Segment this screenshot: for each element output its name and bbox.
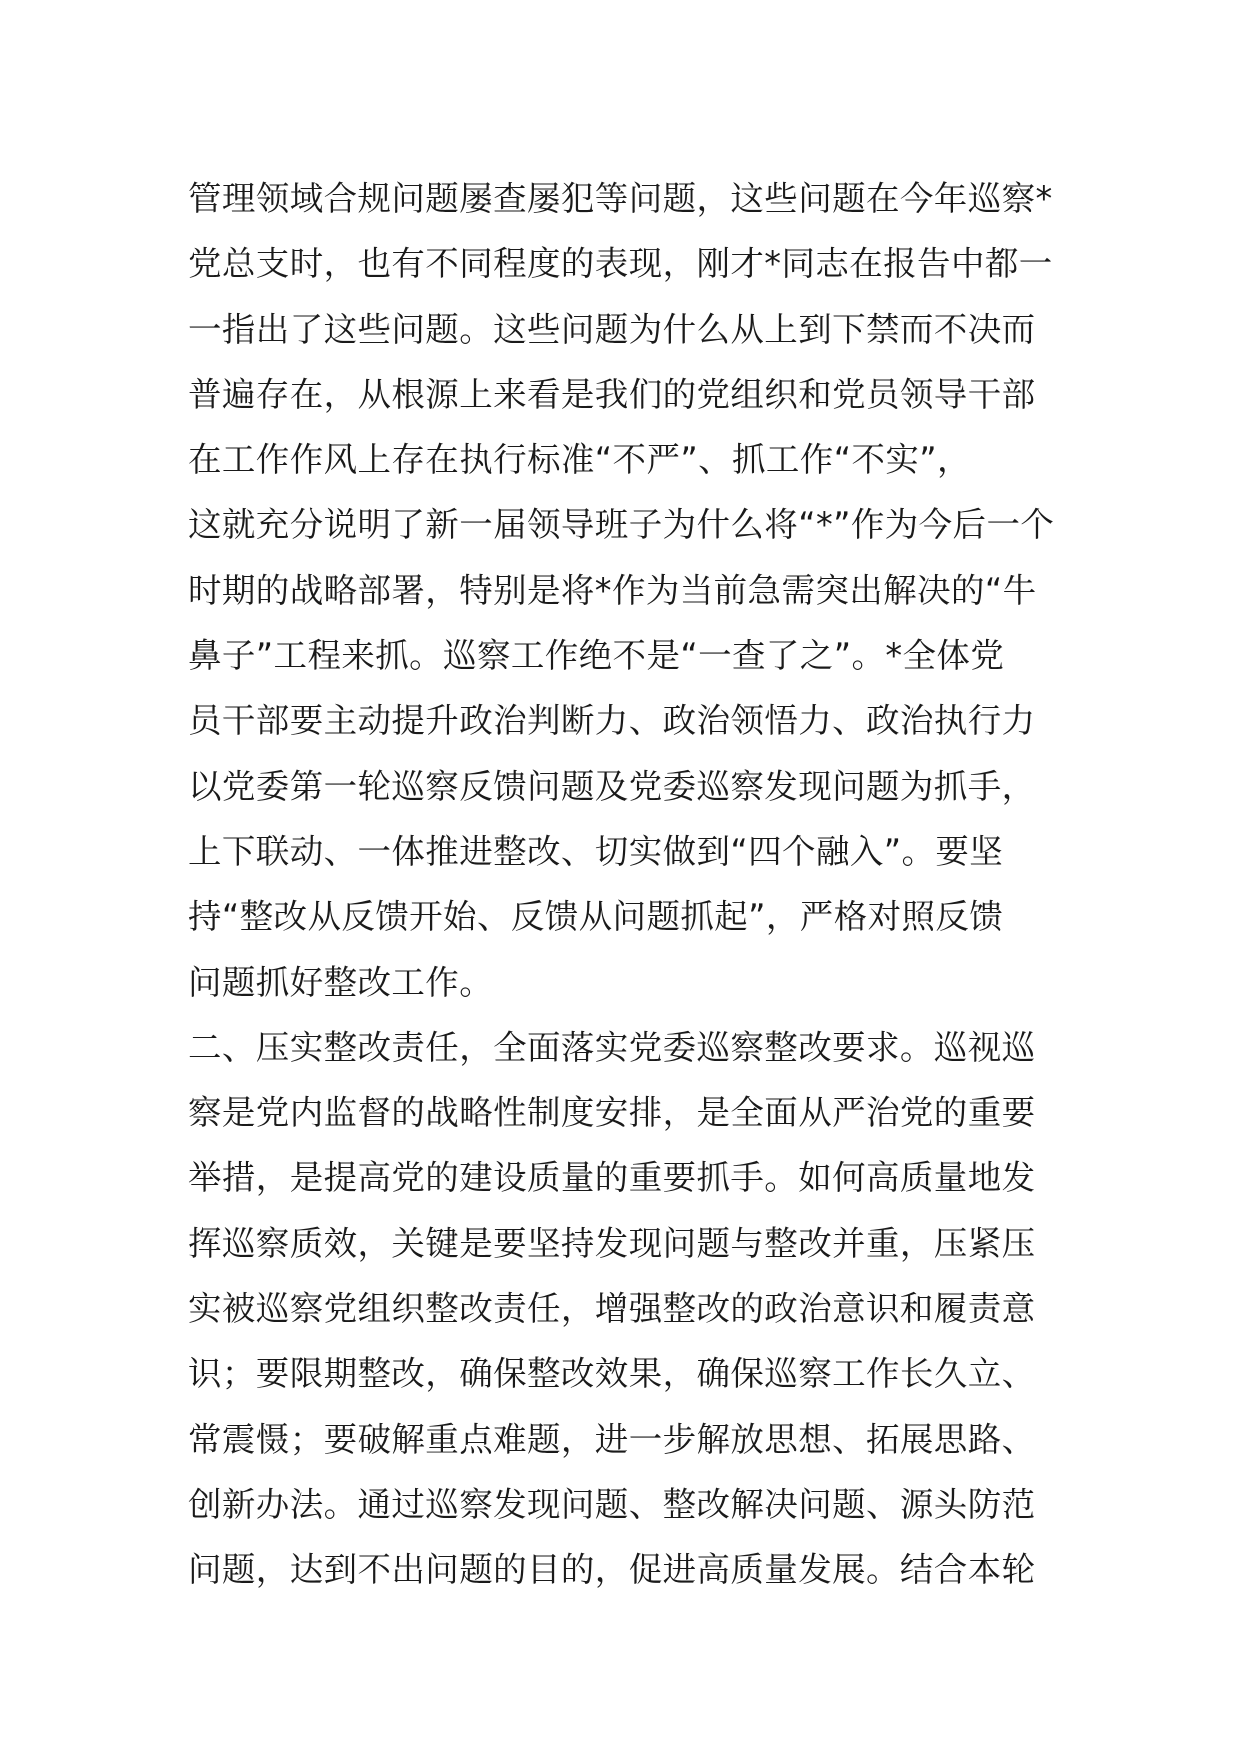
text-line: 察是党内监督的战略性制度安排，是全面从严治党的重要 [188,1093,1036,1133]
text-line: 一指出了这些问题。这些问题为什么从上到下禁而不决而 [188,309,1036,349]
text-line: 上下联动、一体推进整改、切实做到“四个融入”。要坚 [188,831,1004,871]
section-heading-line: 二、压实整改责任，全面落实党委巡察整改要求。巡视巡 [188,1027,1036,1067]
text-line: 员干部要主动提升政治判断力、政治领悟力、政治执行力 [188,701,1036,741]
text-line: 实被巡察党组织整改责任，增强整改的政治意识和履责意 [188,1289,1036,1329]
text-line: 创新办法。通过巡察发现问题、整改解决问题、源头防范 [188,1484,1036,1524]
text-line: 鼻子”工程来抓。巡察工作绝不是“一查了之”。*全体党 [188,636,1005,676]
text-line: 问题抓好整改工作。 [188,962,494,1002]
text-line: 挥巡察质效，关键是要坚持发现问题与整改并重，压紧压 [188,1223,1036,1263]
text-line: 管理领域合规问题屡查屡犯等问题，这些问题在今年巡察* [188,179,1053,218]
text-line: 持“整改从反馈开始、反馈从问题抓起”，严格对照反馈 [188,897,1004,937]
text-line: 以党委第一轮巡察反馈问题及党委巡察发现问题为抓手， [188,766,1036,806]
text-line: 党总支时，也有不同程度的表现，刚才*同志在报告中都一 [188,244,1053,284]
text-line: 这就充分说明了新一届领导班子为什么将“*”作为今后一个 [188,505,1055,545]
body-text [188,166,1068,1603]
text-line: 识；要限期整改，确保整改效果，确保巡察工作长久立、 [188,1354,1036,1394]
text-line: 举措，是提高党的建设质量的重要抓手。如何高质量地发 [188,1158,1036,1198]
text-line: 问题，达到不出问题的目的，促进高质量发展。结合本轮 [188,1550,1036,1590]
text-line: 常震慑；要破解重点难题，进一步解放思想、拓展思路、 [188,1419,1036,1459]
text-line: 在工作作风上存在执行标准“不严”、抓工作“不实”， [188,440,971,480]
text-line: 时期的战略部署，特别是将*作为当前急需突出解决的“牛 [188,570,1037,610]
text-line: 普遍存在，从根源上来看是我们的党组织和党员领导干部 [188,374,1036,414]
